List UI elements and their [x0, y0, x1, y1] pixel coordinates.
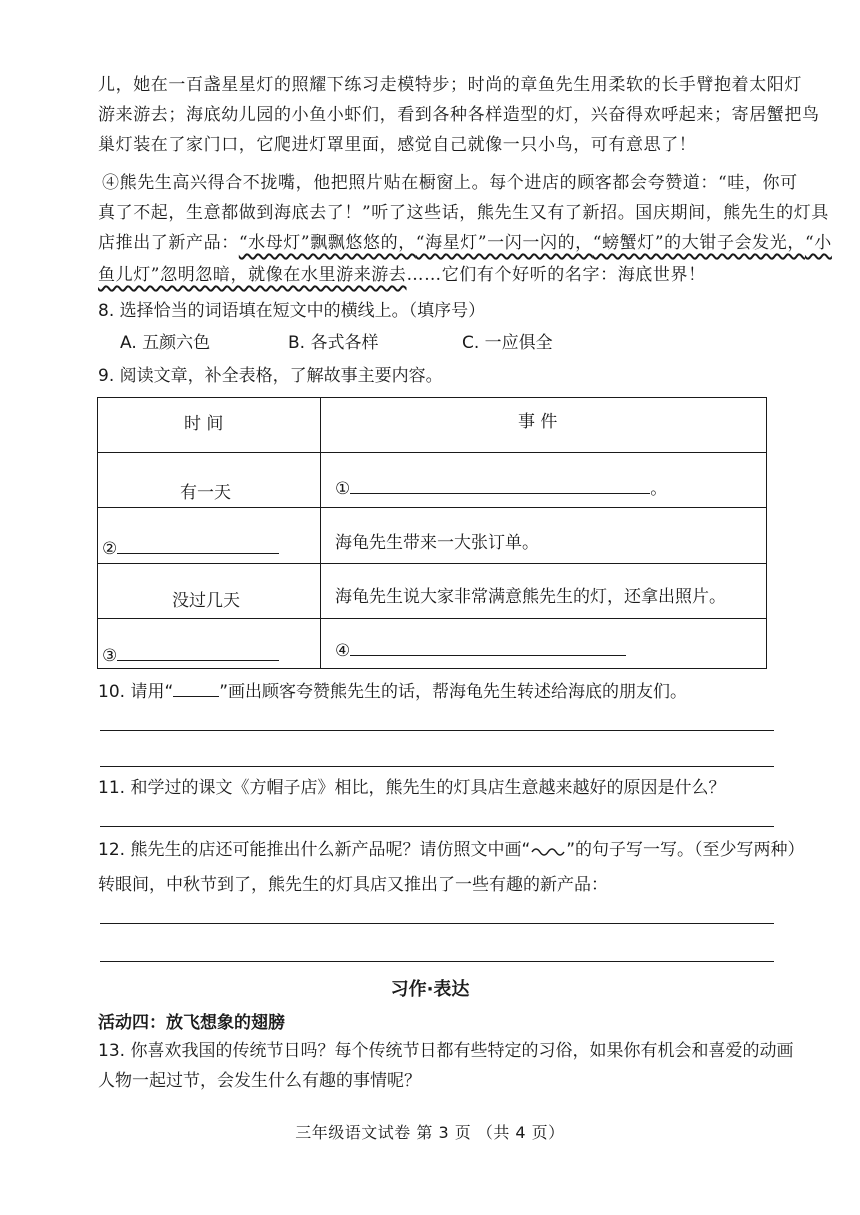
table-divider — [320, 398, 321, 668]
circled-number: ④ — [335, 641, 351, 661]
activity-title: 活动四：放飞想象的翅膀 — [98, 1013, 285, 1033]
passage-line — [98, 230, 832, 256]
answer-line[interactable] — [100, 826, 774, 827]
passage-text: ……它们有个好听的名字：海底世界！ — [406, 265, 706, 285]
table-cell-time: 没过几天 — [172, 591, 240, 611]
period: 。 — [650, 479, 668, 499]
answer-line[interactable] — [100, 961, 774, 962]
circled-number: ① — [335, 479, 351, 499]
question-11: 11. 和学过的课文《方帽子店》相比，熊先生的灯具店生意越来越好的原因是什么？ — [98, 778, 726, 798]
answer-blank-1[interactable] — [350, 479, 650, 494]
answer-line[interactable] — [100, 923, 774, 924]
question-text: 12. 熊先生的店还可能推出什么新产品呢？请仿照文中画“ — [98, 840, 531, 860]
wavy-underlined-sentence: 鱼儿灯”忽明忽暗，就像在水里游来游去 — [98, 265, 407, 285]
answer-blank-4[interactable] — [350, 641, 626, 656]
question-10 — [98, 679, 687, 705]
wavy-underlined-sentence: “螃蟹灯”的大钳子会发光， — [592, 233, 805, 253]
table-cell-event: 海龟先生带来一大张订单。 — [335, 533, 539, 553]
question-8: 8. 选择恰当的词语填在短文中的横线上。（填序号） — [98, 301, 486, 321]
answer-blank-3[interactable] — [117, 646, 279, 661]
wavy-underlined-sentence: “小 — [804, 233, 832, 253]
passage-line: ④熊先生高兴得合不拢嘴，他把照片贴在橱窗上。每个进店的顾客都会夸赞道：“哇，你可 — [102, 173, 798, 193]
answer-blank-2[interactable] — [117, 539, 279, 554]
table-divider — [98, 563, 766, 564]
table-cell-time — [102, 643, 279, 669]
passage-line: 儿，她在一百盏星星灯的照耀下练习走模特步；时尚的章鱼先生用柔软的长手臂抱着太阳灯 — [98, 75, 802, 95]
question-13: 13. 你喜欢我国的传统节日吗？每个传统节日都有些特定的习俗，如果你有机会和喜爱的动画 — [98, 1041, 794, 1061]
circled-number: ③ — [102, 646, 118, 666]
table-divider — [98, 507, 766, 508]
section-title: 习作·表达 — [390, 979, 470, 1000]
passage-line — [98, 262, 706, 288]
table-cell-time — [102, 536, 279, 562]
table-cell-event — [335, 638, 626, 664]
table-cell-event: 海龟先生说大家非常满意熊先生的灯，还拿出照片。 — [335, 587, 726, 607]
circled-number: ② — [102, 539, 118, 559]
header-event: 事 件 — [518, 412, 558, 432]
question-text: ”的句子写一写。（至少写两种） — [566, 840, 805, 860]
option-b: B. 各式各样 — [288, 333, 379, 353]
table-divider — [98, 452, 766, 453]
question-13-line2: 人物一起过节，会发生什么有趣的事情呢？ — [98, 1071, 421, 1091]
wavy-underlined-sentence: “海星灯”一闪一闪的， — [415, 233, 593, 253]
passage-text: 店推出了新产品： — [98, 233, 239, 253]
passage-line: 游来游去；海底幼儿园的小鱼小虾们，看到各种各样造型的灯，兴奋得欢呼起来；寄居蟹把鸟 — [98, 105, 820, 125]
story-table — [97, 397, 767, 669]
passage-line: 真了不起，生意都做到海底去了！”听了这些话，熊先生又有了新招。国庆期间，熊先生的灯具 — [98, 203, 829, 223]
page-footer: 三年级语文试卷 第 3 页 （共 4 页） — [295, 1123, 565, 1142]
answer-line[interactable] — [100, 766, 774, 767]
table-divider — [98, 618, 766, 619]
table-cell-event — [335, 476, 667, 502]
answer-line[interactable] — [100, 730, 774, 731]
question-text: ”画出顾客夸赞熊先生的话，帮海龟先生转述给海底的朋友们。 — [219, 682, 688, 702]
question-12-prompt: 转眼间，中秋节到了，熊先生的灯具店又推出了一些有趣的新产品： — [98, 875, 608, 895]
wavy-underlined-sentence: “水母灯”飘飘悠悠的， — [238, 233, 416, 253]
wavy-line-sample — [530, 844, 566, 856]
question-text: 10. 请用“ — [98, 682, 174, 702]
passage-line: 巢灯装在了家门口，它爬进灯罩里面，感觉自己就像一只小鸟，可有意思了！ — [98, 135, 697, 155]
table-cell-time: 有一天 — [180, 483, 231, 503]
question-12 — [98, 837, 805, 863]
header-time: 时 间 — [184, 414, 224, 434]
question-9: 9. 阅读文章，补全表格，了解故事主要内容。 — [98, 366, 443, 386]
option-c: C. 一应俱全 — [462, 333, 553, 353]
option-a: A. 五颜六色 — [120, 333, 211, 353]
straight-underline-sample — [173, 682, 219, 697]
